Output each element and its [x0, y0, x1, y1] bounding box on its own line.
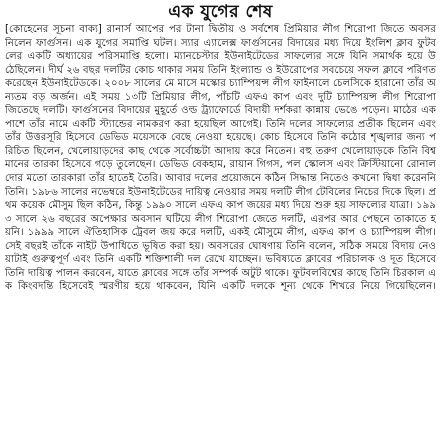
article-body: [কোহেনের সূচনা বাক্য] রানার্স আপের পর টানা দ্বিতীয় ও সর্বশেষ প্রিমিয়ার লীগ শিরোপা জিতে অবসর নিলেন ফার্গুসন। এক যুগের সমাপ্তি ঘটল। স্যার এ্যালেক্স ফার্গুসনের বিদায়ের মধ্য দিয়ে ইংলিশ ক্লাব ফুটবলের একটি অধ্যায়ের পরিসমাপ্তি হলো। ম্যানচেস্টার ইউনাইটেডের সাফল্যের সঙ্গে যিনি সমার্থক হয়ে উঠেছিলেন। দীর্ঘ ২৬ বছর দলটির কোচ থাকার সময় তিনি ইংল্যান্ড ও ইউরোপের সবচেয়ে সফল ক্লাবে পরিণত করেছেন ইউনাইটেডকে। ২০০৮ সালের মে মাসে মস্কোর চ্যাম্পিয়ন্স লীগ ফাইনালে চেলসিকে হারানো তাঁর অন্যতম বড় অর্জন। এই সময় ১৩টি প্রিমিয়ার লীগ, পাঁচটি এফএ কাপ এবং দুটি চ্যাম্পিয়ন্স লীগ শিরোপা জিতেছে দলটি। ফার্গুসনের বিদায়ের মুহূর্তে ওল্ড ট্র্যাফোর্ডে বিদায়ী দর্শকরা কান্নায় ভেঙে পড়েন। মাঠের এক পাশে তাঁর নামে একটি স্ট্যান্ডের নামকরণ করা হয়েছিল আগেই। তিনি দলের সাফল্যের প্রতীক ছিলেন এবং তাঁর উত্তরসূরি হিসেবে ডেভিড ময়েসকে বেছে নেওয়া হয়েছে। কোচ হিসেবে তিনি কঠোর শৃঙ্খলার জন্য পরিচিত ছিলেন, খেলোয়াড়দের কাছ থেকে সর্বোচ্চটা আদায় করে নিতেন। বহু তরুণ খেলোয়াড়কে তিনি বিশ্বমানের তারকা হিসেবে গড়ে তুলেছেন। ডেভিড বেকহাম, রায়ান গিগস, পল স্কোলস এবং ক্রিস্টিয়ানো রোনালদোর মতো তারকারা তাঁর হাতেই তৈরি। আবার দলের প্রয়োজনে কঠিন সিদ্ধান্ত নিতেও কখনো দ্বিধা করেননি তিনি। ১৯৮৬ সালের নভেম্বরে ইউনাইটেডের দায়িত্ব নেওয়ার সময় দলটি লীগ টেবিলের নিচের দিকে ছিল। প্রথম কয়েক মৌসুম ছিল কঠিন, কিন্তু ১৯৯০ সালে এফএ কাপ জয়ের মধ্য দিয়ে শুরু হয় সাফল্যের যাত্রা। ১৯৯৩ সালে ২৬ বছরের অপেক্ষার অবসান ঘটিয়ে লীগ শিরোপা জেতে দলটি, এরপর আর পেছনে তাকাতে হয়নি। ১৯৯৯ সালে ঐতিহাসিক ট্রেবল জয় করে দলটি, একই মৌসুমে লীগ, এফএ কাপ ও চ্যাম্পিয়ন্স লীগ। সেই বছরই তাঁকে নাইট উপাধিতে ভূষিত করা হয়। অবসরের ঘোষণায় তিনি বলেন, সঠিক সময়ে বিদায় নেওয়াটাই গুরুত্বপূর্ণ এবং তিনি একটি শক্তিশালী দল রেখে যাচ্ছেন। ভবিষ্যতে ক্লাবের পরিচালক ও দূত হিসেবে তিনি দায়িত্ব পালন করবেন, যাতে ক্লাবের সঙ্গে তাঁর সম্পর্ক অটুট থাকে। ফুটবলবিশ্বের কাছে তিনি চিরকাল এক কিংবদন্তি হিসেবেই স্মরণীয় হয়ে থাকবেন, যিনি একটি দলকে শূন্য থেকে শিখরে নিয়ে গিয়েছিলেন। — [5, 24, 436, 293]
article-headline: এক যুগের শেষ — [168, 2, 273, 22]
